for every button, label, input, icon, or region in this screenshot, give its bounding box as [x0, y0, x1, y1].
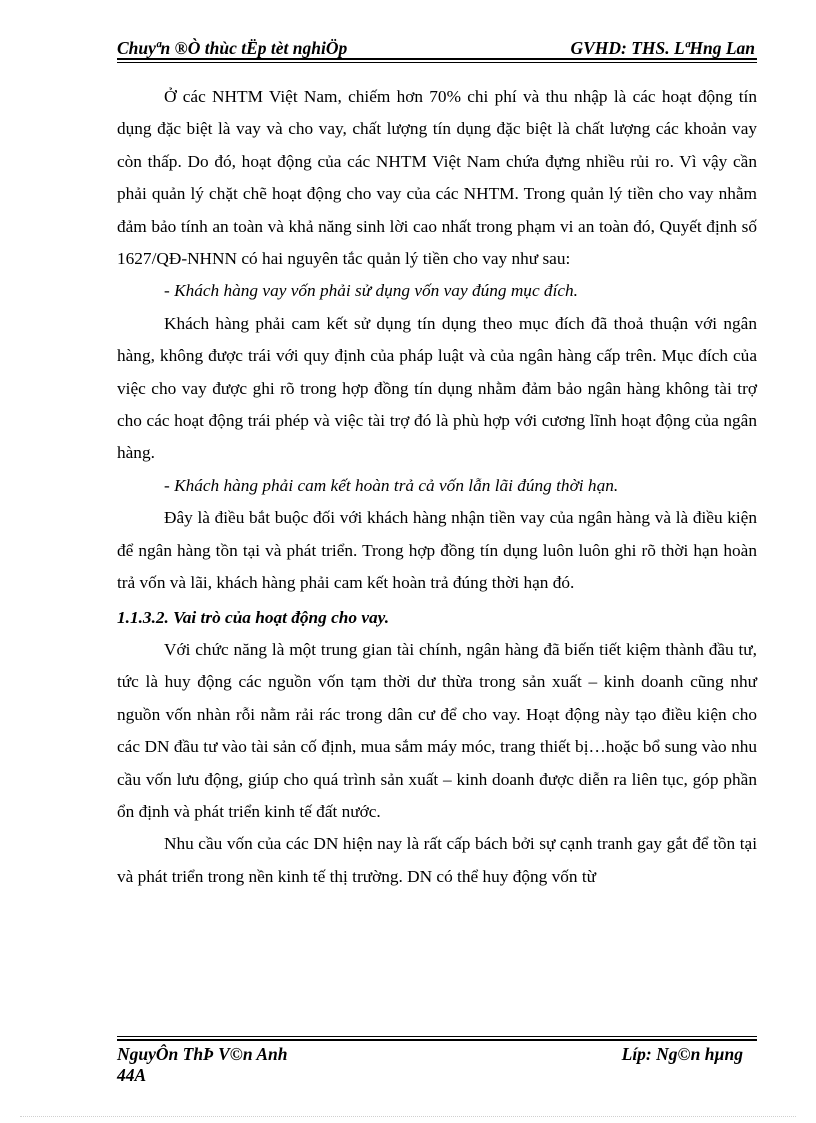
footer-class: Líp: Ng©n hµng — [621, 1044, 743, 1064]
document-body — [117, 81, 757, 893]
footer-author-class: 44A — [117, 1065, 147, 1085]
header-rule-thick — [117, 58, 757, 60]
paragraph: Đây là điều bắt buộc đối với khách hàng nhận tiền vay của ngân hàng và là điều kiện để ngân hàng tồn tại và phát triển. Trong hợp đồng tín dụng luôn luôn ghi rõ thời hạn hoàn trả vốn và lãi, khách hàng phải cam kết hoàn trả đúng thời hạn đó. — [117, 508, 757, 593]
footer-rule-thick — [117, 1039, 757, 1041]
footer-author — [117, 1044, 287, 1086]
page-footer — [117, 1036, 757, 1096]
page-bottom-dotted-line — [20, 1116, 796, 1117]
paragraph: Khách hàng phải cam kết sử dụng tín dụng theo mục đích đã thoả thuận với ngân hàng, không được trái với quy định của pháp luật và của ngân hàng cấp trên. Mục đích của việc cho vay được ghi rõ trong hợp đồng tín dụng nhằm đảm bảo ngân hàng không tài trợ cho các hoạt động trái phép và việc tài trợ đó là phù hợp với cương lĩnh hoạt động của ngân hàng. — [117, 313, 757, 463]
principle-item: - Khách hàng vay vốn phải sử dụng vốn vay đúng mục đích. — [164, 281, 579, 301]
page-header — [117, 36, 757, 62]
paragraph: Nhu cầu vốn của các DN hiện nay là rất cấp bách bởi sự cạnh tranh gay gắt để tồn tại và phát triển trong nền kinh tế thị trường. DN có thể huy động vốn từ — [117, 834, 757, 886]
footer-author-name: NguyÔn ThÞ V©n Anh — [117, 1044, 288, 1064]
header-title: Chuyªn ®Ò thùc tËp tèt nghiÖp — [117, 38, 348, 58]
paragraph: Ở các NHTM Việt Nam, chiếm hơn 70% chi phí và thu nhập là các hoạt động tín dụng đặc biệt là vay và cho vay, chất lượng tín dụng đặc biệt là chất lượng các khoản vay còn thấp. Do đó, hoạt động của các NHTM Việt Nam chứa đựng nhiều rủi ro. Vì vậy cần phải quản lý chặt chẽ hoạt động cho vay của các NHTM. Trong quản lý tiền cho vay nhằm đảm bảo tính an toàn và khả năng sinh lời cao nhất trong phạm vi an toàn đó, Quyết định số 1627/QĐ-NHNN có hai nguyên tắc quản lý tiền cho vay như sau: — [117, 87, 757, 269]
footer-rule-thin — [117, 1036, 757, 1037]
header-advisor: GVHD: THS. LªHng Lan — [570, 38, 755, 58]
principle-item: - Khách hàng phải cam kết hoàn trả cả vốn lẫn lãi đúng thời hạn. — [164, 475, 619, 495]
paragraph: Với chức năng là một trung gian tài chính, ngân hàng đã biến tiết kiệm thành đầu tư, tức là huy động các nguồn vốn tạm thời dư thừa trong sản xuất – kinh doanh cũng như nguồn vốn nhàn rỗi nằm rải rác trong dân cư để cho vay. Hoạt động này tạo điều kiện cho các DN đầu tư vào tài sản cố định, mua sắm máy móc, trang thiết bị…hoặc bổ sung vào nhu cầu vốn lưu động, giúp cho quá trình sản xuất – kinh doanh được diễn ra liên tục, góp phần ổn định và phát triển kinh tế đất nước. — [117, 639, 757, 821]
header-rule-thin — [117, 62, 757, 63]
section-heading: 1.1.3.2. Vai trò của hoạt động cho vay. — [117, 607, 390, 627]
